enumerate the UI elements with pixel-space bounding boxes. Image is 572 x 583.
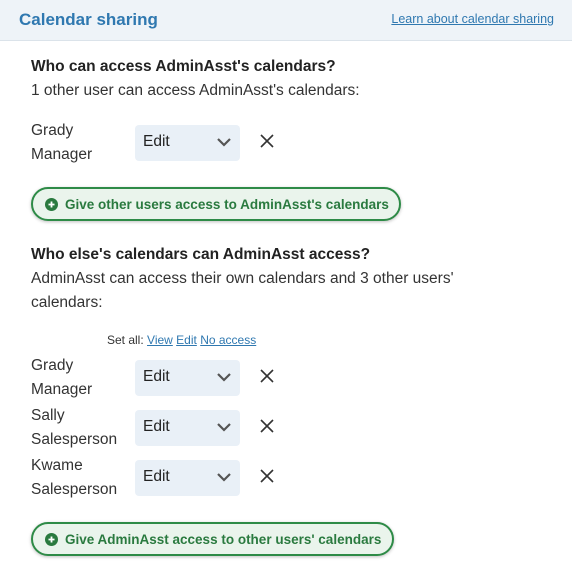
give-others-access-label: Give other users access to AdminAsst's calendars (65, 197, 389, 212)
chevron-down-icon (217, 372, 231, 382)
set-all-label: Set all: (107, 333, 144, 347)
user-name: Grady Manager (31, 122, 93, 163)
give-adminasst-access-label: Give AdminAsst access to other users' calendars (65, 532, 382, 547)
permission-select[interactable] (135, 460, 240, 496)
permission-value: Edit (143, 368, 170, 385)
close-icon[interactable] (259, 133, 275, 149)
permission-value: Edit (143, 418, 170, 435)
permission-select[interactable] (135, 410, 240, 446)
plus-circle-icon (45, 533, 58, 546)
page-title: Calendar sharing (19, 10, 158, 29)
permission-select[interactable] (135, 125, 240, 161)
header-bar (0, 0, 572, 41)
close-icon[interactable] (259, 418, 275, 434)
chevron-down-icon (217, 472, 231, 482)
learn-about-sharing-link[interactable]: Learn about calendar sharing (391, 12, 554, 26)
give-others-access-button[interactable] (31, 187, 401, 221)
chevron-down-icon (217, 137, 231, 147)
chevron-down-icon (217, 422, 231, 432)
set-all-bar (107, 333, 256, 347)
section-heading-who-can-access: Who can access AdminAsst's calendars? (31, 58, 336, 75)
set-all-view-link[interactable]: View (147, 333, 173, 347)
user-name: Sally Salesperson (31, 407, 118, 448)
close-icon[interactable] (259, 368, 275, 384)
user-name: Grady Manager (31, 357, 93, 398)
give-adminasst-access-button[interactable] (31, 522, 394, 556)
permission-select[interactable] (135, 360, 240, 396)
set-all-edit-link[interactable]: Edit (176, 333, 197, 347)
section-summary-other: AdminAsst can access their own calendars and 3 other users' calendars: (31, 270, 454, 311)
close-icon[interactable] (259, 468, 275, 484)
section-heading-who-else: Who else's calendars can AdminAsst access? (31, 246, 371, 263)
permission-value: Edit (143, 468, 170, 485)
section-summary-access: 1 other user can access AdminAsst's calendars: (31, 82, 360, 99)
permission-value: Edit (143, 133, 170, 150)
plus-circle-icon (45, 198, 58, 211)
set-all-no-access-link[interactable]: No access (200, 333, 257, 347)
user-name: Kwame Salesperson (31, 457, 118, 498)
